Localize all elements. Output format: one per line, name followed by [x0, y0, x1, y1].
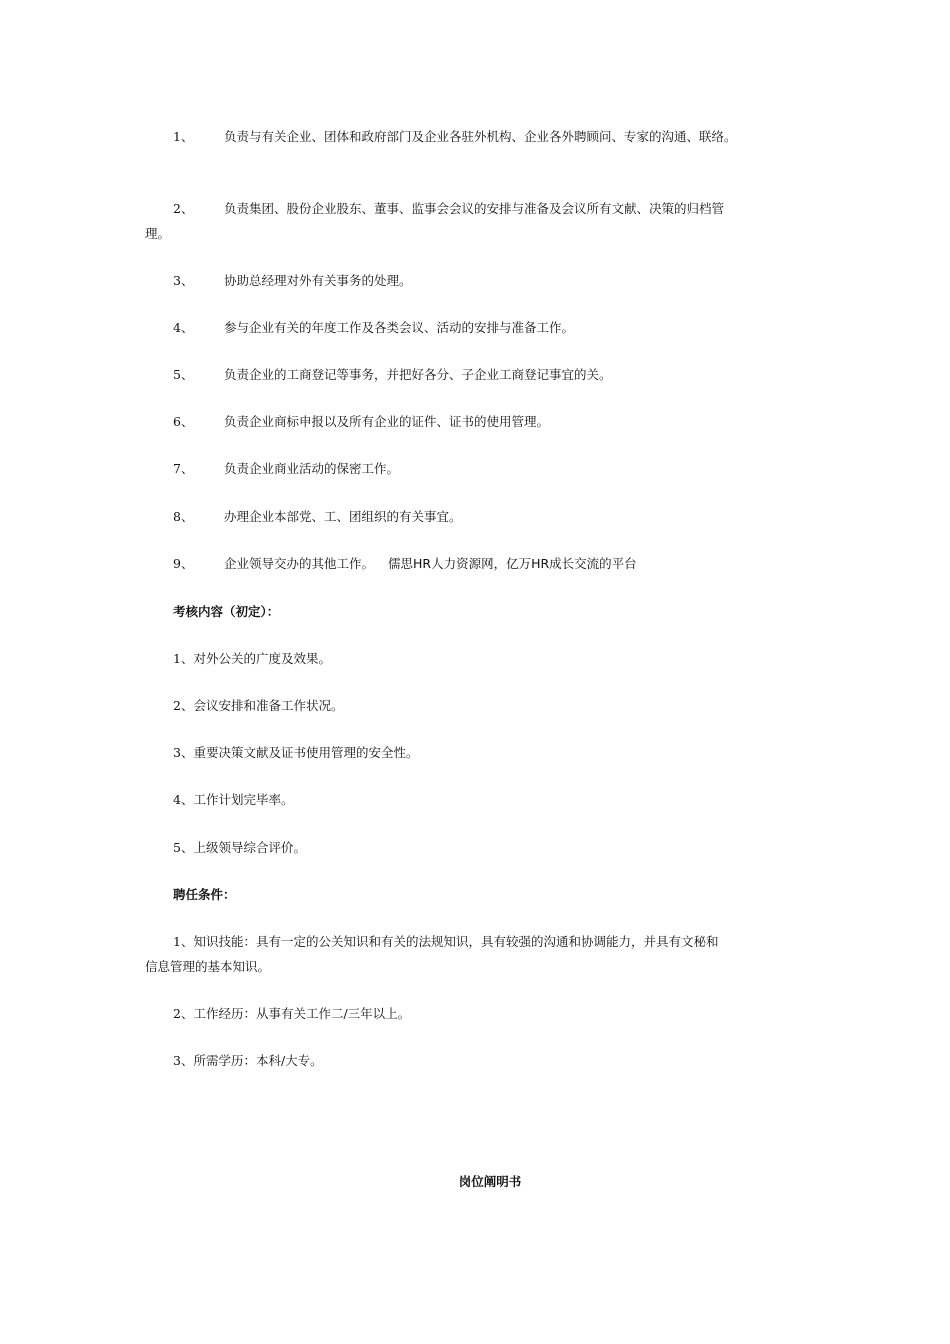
- duty-text: 企业领导交办的其他工作。: [224, 556, 375, 571]
- condition-item-1-line-1: 1、知识技能：具有一定的公关知识和有关的法规知识，具有较强的沟通和协调能力，并具有文秘和: [173, 934, 719, 949]
- duty-number: 7、: [173, 461, 194, 476]
- assessment-item-5: 5、上级领导综合评价。: [173, 840, 306, 855]
- duty-number: 5、: [173, 367, 194, 382]
- condition-item-2: 2、工作经历：从事有关工作二/三年以上。: [173, 1006, 411, 1021]
- duty-text-continuation: 理。: [145, 226, 171, 241]
- duty-text: 负责与有关企业、团体和政府部门及企业各驻外机构、企业各外聘顾问、专家的沟通、联络。: [224, 129, 737, 144]
- duty-number: 1、: [173, 129, 194, 144]
- duty-text: 负责企业的工商登记等事务，并把好各分、子企业工商登记事宜的关。: [224, 367, 612, 382]
- duty-text: 办理企业本部党、工、团组织的有关事宜。: [224, 509, 462, 524]
- duty-text: 负责企业商标申报以及所有企业的证件、证书的使用管理。: [224, 414, 550, 429]
- conditions-heading: 聘任条件：: [173, 887, 236, 902]
- section-title: 岗位阐明书: [458, 1174, 522, 1189]
- duty-number: 4、: [173, 320, 194, 335]
- assessment-item-4: 4、工作计划完毕率。: [173, 792, 294, 807]
- duty-text: 负责企业商业活动的保密工作。: [224, 461, 400, 476]
- duty-text: 负责集团、股份企业股东、董事、监事会会议的安排与准备及会议所有文献、决策的归档管: [224, 201, 725, 216]
- assessment-item-3: 3、重要决策文献及证书使用管理的安全性。: [173, 745, 419, 760]
- duty-number: 2、: [173, 201, 194, 216]
- duty-text-wrap: [224, 555, 637, 573]
- duty-number: 8、: [173, 509, 194, 524]
- watermark-text: 儒思HR人力资源网，亿万HR成长交流的平台: [388, 556, 637, 571]
- duty-number: 9、: [173, 556, 194, 571]
- duty-text: 协助总经理对外有关事务的处理。: [224, 273, 412, 288]
- condition-item-1-line-2: 信息管理的基本知识。: [145, 959, 271, 974]
- duty-number: 6、: [173, 414, 194, 429]
- assessment-item-2: 2、会议安排和准备工作状况。: [173, 698, 344, 713]
- duty-text: 参与企业有关的年度工作及各类会议、活动的安排与准备工作。: [224, 320, 575, 335]
- condition-item-3: 3、所需学历：本科/大专。: [173, 1053, 323, 1068]
- assessment-item-1: 1、对外公关的广度及效果。: [173, 651, 331, 666]
- duty-number: 3、: [173, 273, 194, 288]
- assessment-heading: 考核内容（初定）：: [173, 604, 280, 619]
